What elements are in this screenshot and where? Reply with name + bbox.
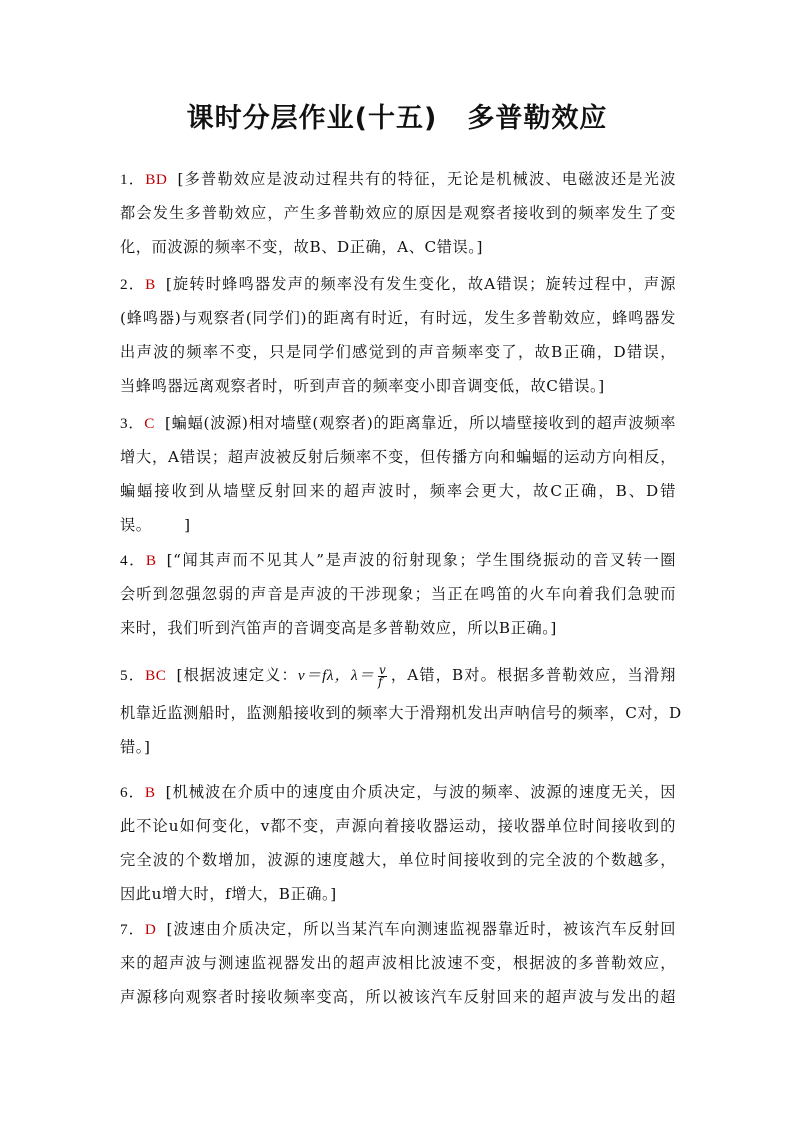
- explanation-tail: ，A错，B对。根据多普勒效应，当滑翔: [390, 666, 676, 684]
- answer-item-6: [120, 775, 676, 911]
- explanation-line: 来的超声波与测速监视器发出的超声波相比波速不变，根据波的多普勒效应，: [120, 954, 676, 972]
- answer-key: C: [144, 415, 155, 432]
- answer-key: B: [145, 552, 157, 569]
- explanation-line: [多普勒效应是波动过程共有的特征，无论是机械波、电磁波还是光波: [177, 170, 676, 188]
- explanation-line: 化，而波源的频率不变，故B、D正确，A、C错误。]: [120, 238, 484, 256]
- item-number: 6．: [120, 784, 145, 801]
- explanation-line: (蜂鸣器)与观察者(同学们)的距离有时近，有时远，发生多普勒效应，蜂鸣器发: [120, 309, 676, 327]
- explanation-line: [“闻其声而不见其人”是声波的衍射现象；学生围绕振动的音叉转一圈: [166, 551, 677, 569]
- wave-speed-formula: v＝fλ，λ＝: [297, 667, 375, 684]
- item-number: 7．: [120, 921, 145, 938]
- answer-key: B: [144, 784, 156, 801]
- title-left: 课时分层作业(十五): [186, 103, 438, 134]
- item-number: 2．: [120, 276, 146, 293]
- explanation-line: [旋转时蜂鸣器发声的频率没有发生变化，故A错误；旋转过程中，声源: [165, 275, 677, 293]
- explanation-line: 因此u增大时，f增大，B正确。]: [120, 885, 337, 903]
- item-number: 5．: [120, 667, 146, 684]
- answer-item-2: [120, 267, 676, 403]
- explanation-line: 机靠近监测船时，监测船接收到的频率大于滑翔机发出声呐信号的频率，C对，D: [120, 704, 682, 722]
- explanation-line: 此不论u如何变化，v都不变，声源向着接收器运动，接收器单位时间接收到的: [120, 817, 676, 835]
- answer-key: D: [144, 921, 157, 938]
- explanation-line: 都会发生多普勒效应，产生多普勒效应的原因是观察者接收到的频率发生了变: [120, 204, 676, 222]
- answer-item-3: [120, 406, 676, 542]
- explanation-line: 当蜂鸣器远离观察者时，听到声音的频率变小即音调变低，故C错误。]: [120, 377, 605, 395]
- answer-item-4: [120, 543, 676, 645]
- fraction-denominator: f: [377, 674, 384, 689]
- fraction-numerator: v: [378, 662, 387, 677]
- explanation-line: 会听到忽强忽弱的声音是声波的干涉现象；当正在鸣笛的火车向着我们急驶而: [120, 585, 676, 603]
- explanation-line: 声源移向观察者时接收频率变高，所以被该汽车反射回来的超声波与发出的超: [120, 988, 676, 1006]
- item-number: 1．: [120, 171, 146, 188]
- answer-item-7: [120, 912, 676, 1014]
- fraction: [377, 662, 387, 689]
- explanation-line: 增大，A错误；超声波被反射后频率不变，但传播方向和蝙蝠的运动方向相反，: [120, 448, 676, 466]
- answer-key: BC: [145, 667, 167, 684]
- explanation-line: 蝙蝠接收到从墙壁反射回来的超声波时，频率会更大，故C正确，B、D错: [120, 482, 676, 500]
- explanation-line: 误。 ]: [120, 516, 191, 534]
- item-number: 4．: [120, 552, 146, 569]
- explanation-line: 来时，我们听到汽笛声的音调变高是多普勒效应，所以B正确。]: [120, 619, 557, 637]
- title-right: 多普勒效应: [467, 103, 608, 134]
- answer-key: B: [145, 276, 156, 293]
- answer-key: BD: [145, 171, 168, 188]
- explanation-line: [蝙蝠(波源)相对墙壁(观察者)的距离靠近，所以墙壁接收到的超声波频率: [165, 414, 676, 432]
- explanation-line: 错。]: [120, 738, 151, 756]
- explanation-line: [机械波在介质中的速度由介质决定，与波的频率、波源的速度无关，因: [165, 783, 677, 801]
- explanation-line: [波速由介质决定，所以当某汽车向测速监视器靠近时，被该汽车反射回: [166, 920, 677, 938]
- answer-item-1: [120, 162, 676, 264]
- explanation-lead: [根据波速定义：: [176, 666, 298, 684]
- page-title: [0, 96, 794, 135]
- item-number: 3．: [120, 415, 145, 432]
- explanation-line: 完全波的个数增加，波源的速度越大，单位时间接收到的完全波的个数越多，: [120, 851, 676, 869]
- answer-item-5: [120, 654, 682, 764]
- explanation-line: 出声波的频率不变，只是同学们感觉到的声音频率变了，故B正确，D错误，: [120, 343, 676, 361]
